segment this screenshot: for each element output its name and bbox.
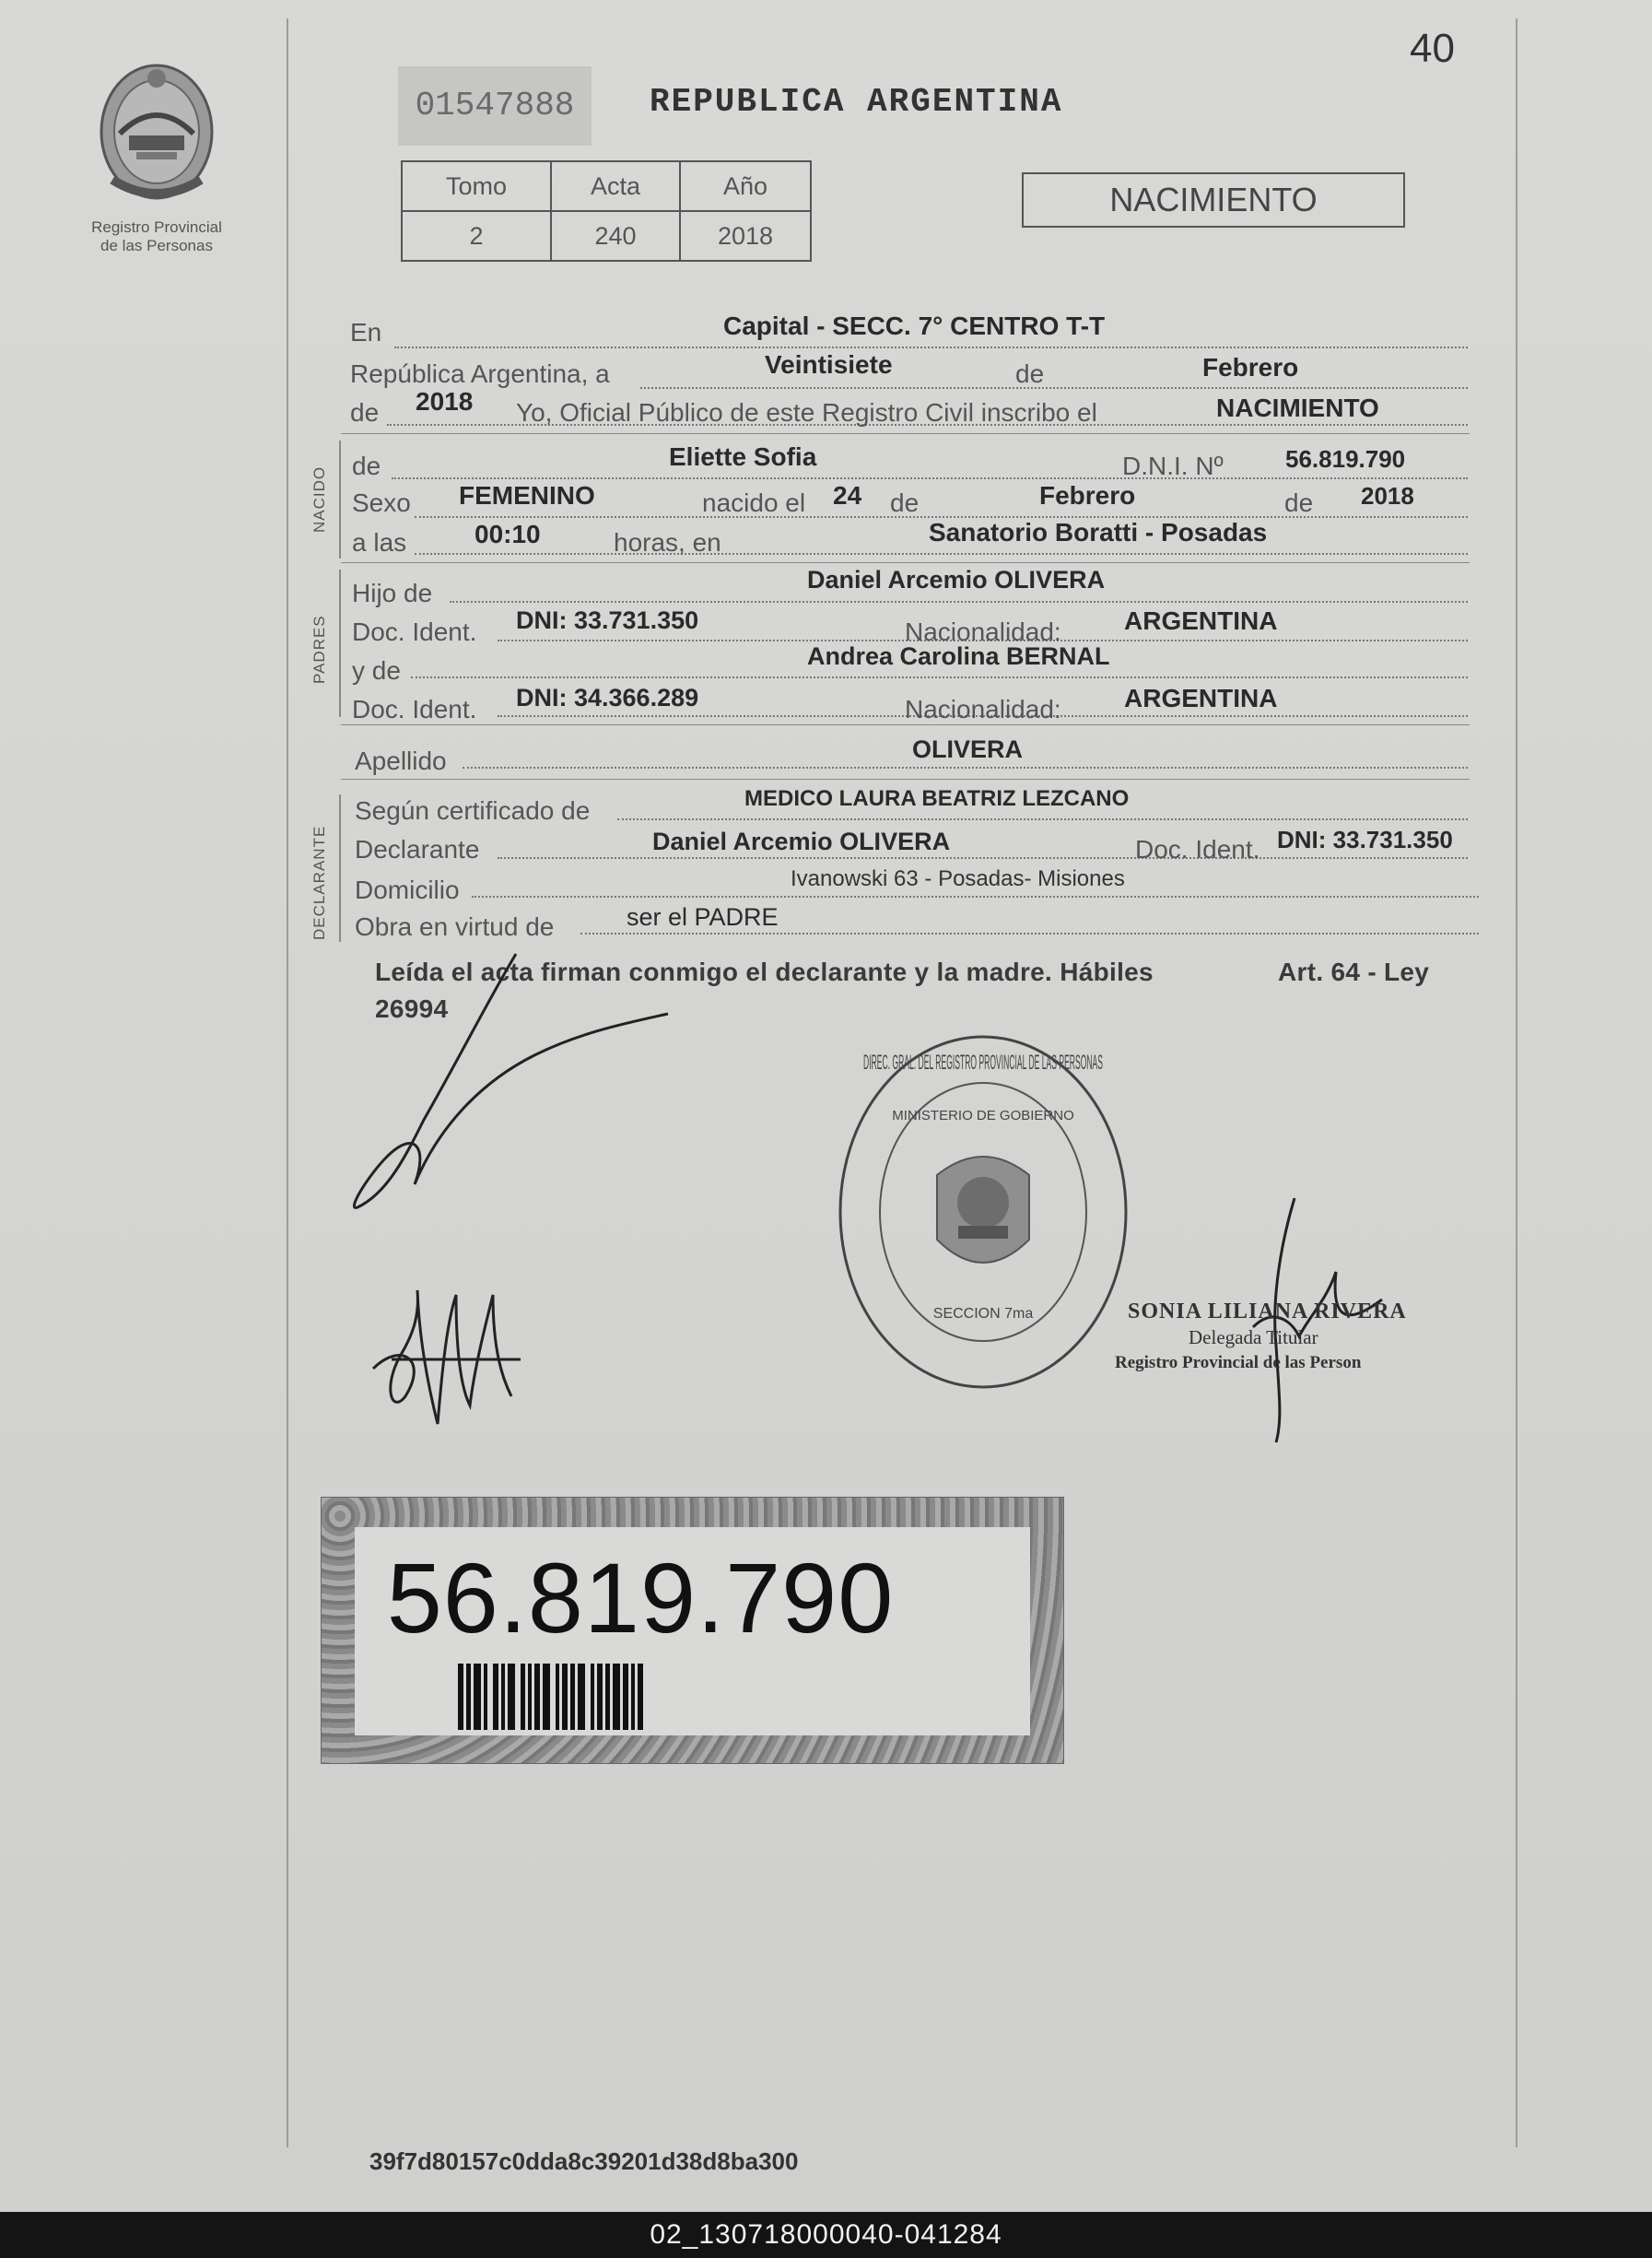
seal-section-text: SECCION 7ma	[932, 1306, 1034, 1322]
dotted-line	[617, 818, 1468, 820]
de-label: de	[1284, 488, 1314, 517]
record-type-box: NACIMIENTO	[1022, 172, 1405, 228]
y-de-label: y de	[352, 656, 401, 685]
de-label: de	[352, 452, 381, 480]
obra-value: ser el PADRE	[627, 903, 779, 931]
footer-filename: 02_130718000040-041284	[0, 2212, 1652, 2258]
dotted-line	[498, 857, 1468, 859]
dotted-line	[415, 553, 1468, 555]
barcode-bar	[638, 1664, 643, 1730]
anio-value: 2018	[680, 211, 811, 261]
nacido-section-label: NACIDO	[310, 465, 328, 533]
acta-value: 240	[551, 211, 680, 261]
father-doc-value: DNI: 33.731.350	[516, 606, 699, 634]
section-divider	[341, 724, 1470, 725]
a-las-label: a las	[352, 528, 407, 557]
barcode-bar	[578, 1664, 585, 1730]
declarant-signature	[350, 945, 682, 1221]
official-seal	[831, 1028, 1135, 1396]
closing-text: Leída el acta firman conmigo el declarante y la madre. Hábiles	[375, 958, 1154, 986]
child-dni-value: 56.819.790	[1285, 445, 1406, 473]
registrar-name: SONIA LILIANA RIVERA	[1128, 1300, 1407, 1323]
page-number: 40	[1410, 26, 1455, 71]
seal-inner-text: MINISTERIO DE GOBIERNO	[892, 1108, 1074, 1123]
barcode-bar	[613, 1664, 620, 1730]
dni-label: D.N.I. Nº	[1122, 452, 1224, 480]
dotted-line	[392, 477, 1468, 479]
barcode-bar	[474, 1664, 481, 1730]
logo-caption-line1: Registro Provincial	[91, 218, 222, 236]
yo-text: Yo, Oficial Público de este Registro Civil inscribo el	[516, 398, 1097, 427]
nacionalidad-label: Nacionalidad:	[905, 617, 1061, 646]
padres-bracket	[339, 570, 341, 717]
registry-logo	[83, 60, 230, 255]
day-words-value: Veintisiete	[765, 350, 893, 379]
doc-ident-label: Doc. Ident.	[352, 695, 477, 723]
birth-place-value: Sanatorio Boratti - Posadas	[929, 518, 1268, 547]
serial-number: 01547888	[398, 66, 592, 146]
reference-table	[401, 160, 812, 262]
domicilio-label: Domicilio	[355, 876, 460, 904]
section-divider	[341, 562, 1470, 563]
inscription-type-value: NACIMIENTO	[1216, 394, 1379, 422]
reference-table-value-row	[402, 211, 811, 261]
sexo-value: FEMENINO	[459, 481, 595, 510]
padres-section-label: PADRES	[310, 615, 328, 684]
dotted-line	[472, 896, 1479, 898]
declarante-doc-value: DNI: 33.731.350	[1277, 826, 1453, 853]
registrar-title: Delegada Titular	[1189, 1326, 1318, 1348]
doc-ident-label: Doc. Ident.	[352, 617, 477, 646]
hijo-de-label: Hijo de	[352, 579, 433, 607]
en-label: En	[350, 318, 382, 347]
apellido-value: OLIVERA	[912, 735, 1024, 763]
sexo-label: Sexo	[352, 488, 411, 517]
dotted-line	[580, 933, 1479, 935]
registrar-office: Registro Provincial de las Person	[1115, 1353, 1362, 1372]
certificado-value: MEDICO LAURA BEATRIZ LEZCANO	[744, 786, 1130, 811]
republica-label: República Argentina, a	[350, 359, 610, 388]
nacido-bracket	[339, 441, 341, 559]
father-name-value: Daniel Arcemio OLIVERA	[807, 566, 1106, 594]
registrar-stamp	[1115, 1300, 1407, 1373]
seal-outer-text: DIREC. GRAL. DEL REGISTRO PROVINCIAL DE LAS PERSONAS	[863, 1051, 1103, 1074]
dotted-line	[411, 676, 1468, 678]
logo-caption-line2: de las Personas	[100, 237, 213, 254]
father-nationality-value: ARGENTINA	[1124, 606, 1278, 635]
mother-name-value: Andrea Carolina BERNAL	[807, 642, 1110, 670]
acta-header: Acta	[551, 161, 680, 211]
reference-table-header-row	[402, 161, 811, 211]
de-label: de	[890, 488, 920, 517]
declarante-label: Declarante	[355, 835, 480, 864]
de2-label: de	[350, 398, 380, 427]
dni-sticker-number: 56.819.790	[386, 1542, 895, 1653]
barcode	[458, 1664, 643, 1730]
horas-label: horas, en	[614, 528, 721, 557]
anio-header: Año	[680, 161, 811, 211]
dotted-line	[640, 387, 1468, 389]
right-margin-line	[1516, 18, 1517, 2147]
place-value: Capital - SECC. 7° CENTRO T-T	[723, 312, 1106, 340]
mother-nationality-value: ARGENTINA	[1124, 684, 1278, 712]
nacionalidad-label: Nacionalidad:	[905, 695, 1061, 723]
doc-ident-label: Doc. Ident.	[1135, 835, 1260, 864]
year-value: 2018	[416, 387, 474, 416]
mother-signature	[364, 1267, 530, 1452]
dni-sticker-inner	[355, 1527, 1030, 1735]
nacido-el-label: nacido el	[702, 488, 806, 517]
domicilio-value: Ivanowski 63 - Posadas- Misiones	[791, 866, 1125, 891]
birth-year-value: 2018	[1361, 482, 1414, 510]
dni-sticker	[321, 1497, 1064, 1764]
barcode-bar	[508, 1664, 515, 1730]
declarante-value: Daniel Arcemio OLIVERA	[652, 828, 951, 855]
certificado-label: Según certificado de	[355, 796, 591, 825]
document-hash: 39f7d80157c0dda8c39201d38d8ba300	[369, 2147, 799, 2175]
apellido-label: Apellido	[355, 747, 447, 775]
tomo-value: 2	[402, 211, 551, 261]
dotted-line	[463, 767, 1468, 769]
birth-time-value: 00:10	[475, 520, 541, 548]
closing-law: 26994	[375, 994, 449, 1023]
section-divider	[341, 779, 1470, 780]
dotted-line	[450, 601, 1468, 603]
child-name-value: Eliette Sofia	[669, 442, 817, 471]
barcode-bar	[543, 1664, 550, 1730]
birth-day-value: 24	[833, 481, 862, 510]
section-divider	[341, 433, 1470, 434]
closing-article: Art. 64 - Ley	[1278, 958, 1430, 986]
declarante-bracket	[339, 794, 341, 942]
left-margin-line	[287, 18, 288, 2147]
dotted-line	[394, 347, 1468, 348]
provincial-shield-icon	[92, 60, 221, 209]
obra-label: Obra en virtud de	[355, 912, 555, 941]
birth-month-value: Febrero	[1039, 481, 1136, 510]
mother-doc-value: DNI: 34.366.289	[516, 684, 699, 712]
declarante-section-label: DECLARANTE	[310, 825, 328, 940]
tomo-header: Tomo	[402, 161, 551, 211]
document-heading: REPUBLICA ARGENTINA	[650, 83, 1063, 121]
de-label: de	[1015, 359, 1045, 388]
month-words-value: Febrero	[1202, 353, 1299, 382]
